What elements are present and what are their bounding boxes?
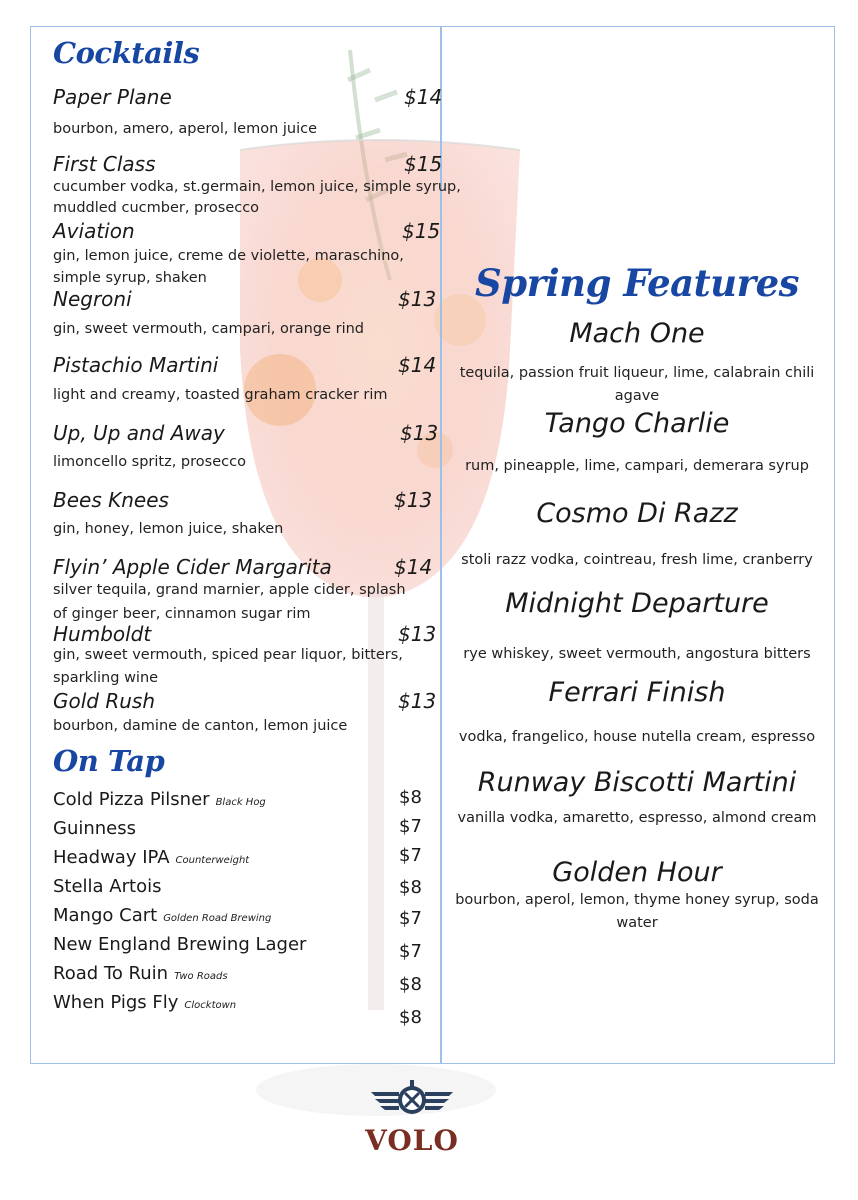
cocktail-desc: limoncello spritz, prosecco: [53, 454, 246, 470]
tap-price: $7: [399, 908, 422, 929]
tap-brewery: Clocktown: [184, 1000, 237, 1011]
cocktail-price: $13: [398, 287, 437, 311]
tap-item: [53, 876, 167, 897]
feature-desc: rye whiskey, sweet vermouth, angostura bitters: [463, 646, 811, 662]
on-tap-heading: On Tap: [53, 744, 165, 778]
propeller-wings-icon: [369, 1078, 455, 1120]
cocktail-price: $15: [404, 152, 443, 176]
cocktail-desc: bourbon, amero, aperol, lemon juice: [53, 121, 318, 137]
cocktail-price: $13: [394, 488, 433, 512]
cocktail-name: Pistachio Martini: [53, 353, 219, 377]
tap-name: Cold Pizza Pilsner: [53, 789, 210, 810]
tap-name: Road To Ruin: [53, 963, 169, 984]
cocktail-desc: gin, lemon juice, creme de violette, maraschino,: [53, 248, 404, 264]
tap-price: $8: [399, 877, 422, 898]
cocktails-heading: Cocktails: [53, 36, 200, 70]
cocktail-desc: sparkling wine: [53, 670, 159, 686]
feature-desc: rum, pineapple, lime, campari, demerara syrup: [465, 458, 809, 474]
feature-name: Golden Hour: [552, 857, 722, 888]
tap-brewery: Black Hog: [215, 797, 266, 808]
cocktail-desc: gin, honey, lemon juice, shaken: [53, 521, 284, 537]
cocktail-desc: simple syrup, shaken: [53, 270, 207, 286]
tap-name: Mango Cart: [53, 905, 158, 926]
tap-name: Stella Artois: [53, 876, 162, 897]
feature-name: Midnight Departure: [505, 588, 769, 619]
tap-brewery: Counterweight: [175, 855, 250, 866]
cocktail-price: $13: [398, 689, 437, 713]
tap-item: [53, 847, 249, 868]
cocktail-name: Aviation: [53, 219, 135, 243]
tap-item: [53, 992, 236, 1013]
cocktail-name: Humboldt: [53, 622, 152, 646]
cocktail-name: Up, Up and Away: [53, 421, 225, 445]
tap-name: Headway IPA: [53, 847, 170, 868]
cocktail-desc: gin, sweet vermouth, campari, orange rind: [53, 321, 364, 337]
tap-name: New England Brewing Lager: [53, 934, 307, 955]
feature-name: Runway Biscotti Martini: [477, 767, 797, 798]
cocktail-desc: light and creamy, toasted graham cracker rim: [53, 387, 388, 403]
tap-item: [53, 789, 266, 810]
brand-name: VOLO: [365, 1124, 459, 1157]
tap-brewery: Two Roads: [174, 971, 228, 982]
feature-desc: vanilla vodka, amaretto, espresso, almond cream: [457, 810, 817, 826]
feature-desc: vodka, frangelico, house nutella cream, espresso: [458, 729, 816, 745]
tap-price: $8: [399, 1007, 422, 1028]
cocktail-name: Gold Rush: [53, 689, 156, 713]
cocktail-name: Bees Knees: [53, 488, 169, 512]
tap-price: $7: [399, 816, 422, 837]
tap-item: [53, 905, 271, 926]
feature-desc: stoli razz vodka, cointreau, fresh lime, cranberry: [461, 552, 813, 568]
spring-features-heading: Spring Features: [475, 261, 799, 305]
feature-name: Cosmo Di Razz: [536, 498, 738, 529]
cocktail-price: $14: [398, 353, 437, 377]
cocktail-name: Negroni: [53, 287, 132, 311]
tap-price: $8: [399, 974, 422, 995]
tap-item: [53, 934, 312, 955]
cocktail-price: $13: [400, 421, 439, 445]
tap-item: [53, 963, 228, 984]
tap-brewery: Golden Road Brewing: [163, 913, 272, 924]
cocktail-price: $14: [404, 85, 443, 109]
tap-name: When Pigs Fly: [53, 992, 179, 1013]
cocktail-price: $15: [402, 219, 441, 243]
cocktail-name: Flyin’ Apple Cider Margarita: [53, 555, 332, 579]
tap-price: $7: [399, 941, 422, 962]
cocktail-name: First Class: [53, 152, 156, 176]
tap-name: Guinness: [53, 818, 137, 839]
feature-desc: bourbon, aperol, lemon, thyme honey syrup, soda water: [455, 892, 819, 931]
tap-price: $8: [399, 787, 422, 808]
cocktail-desc: silver tequila, grand marnier, apple cider, splash: [53, 582, 406, 598]
cocktail-name: Paper Plane: [53, 85, 172, 109]
feature-name: Tango Charlie: [544, 408, 730, 439]
feature-desc: tequila, passion fruit liqueur, lime, calabrain chili agave: [459, 365, 815, 404]
cocktail-desc: cucumber vodka, st.germain, lemon juice, simple syrup,: [53, 179, 461, 195]
tap-item: [53, 818, 142, 839]
cocktail-desc: of ginger beer, cinnamon sugar rim: [53, 606, 311, 622]
tap-price: $7: [399, 845, 422, 866]
cocktail-desc: gin, sweet vermouth, spiced pear liquor, bitters,: [53, 647, 403, 663]
cocktail-price: $14: [394, 555, 433, 579]
cocktail-desc: bourbon, damine de canton, lemon juice: [53, 718, 348, 734]
cocktail-price: $13: [398, 622, 437, 646]
feature-name: Mach One: [569, 318, 705, 349]
cocktail-desc: muddled cucmber, prosecco: [53, 200, 260, 216]
feature-name: Ferrari Finish: [548, 677, 726, 708]
